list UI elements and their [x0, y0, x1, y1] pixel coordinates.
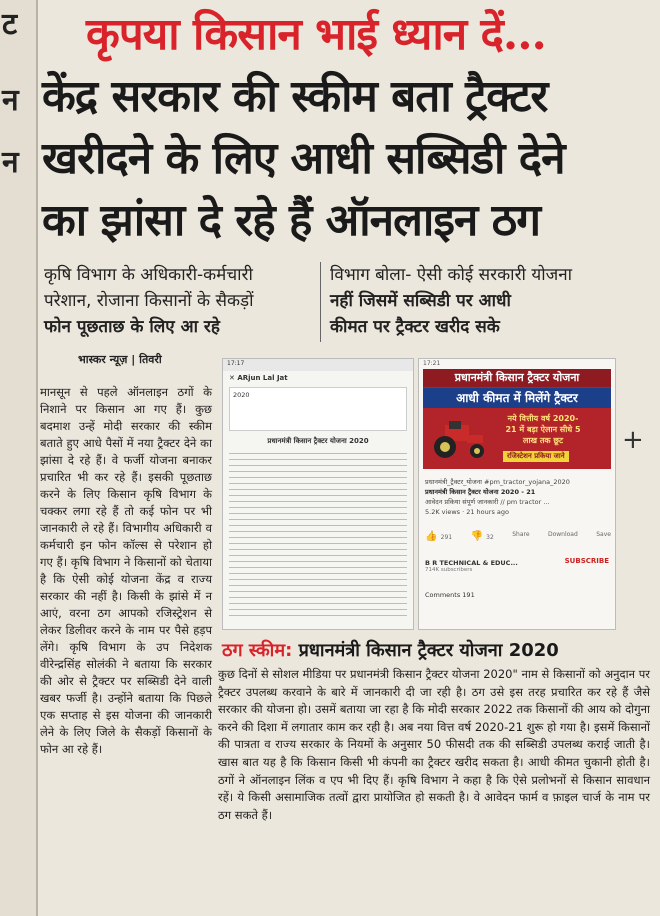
status-time: 17:17 — [227, 360, 245, 367]
save-button[interactable]: Save — [596, 531, 611, 538]
message-text-lines — [229, 448, 407, 618]
video-subtitle: आवेदन प्रकिया संपूर्ण जानकारी // pm tractor ... — [425, 498, 550, 506]
edge-mark-2: न — [2, 83, 19, 118]
subhead-left-line-1: कृषि विभाग के अधिकारी-कर्मचारी — [44, 265, 253, 285]
video-tags: प्रधानमंत्री_ट्रैक्टर_योजना #pm_tractor_yojana_2020 — [425, 478, 570, 486]
subhead-left — [44, 262, 314, 340]
channel-subscribers: 714K subscribers — [425, 567, 473, 573]
share-button[interactable]: Share — [512, 531, 530, 538]
subhead-left-line-2: परेशान, रोजाना किसानों के सैकड़ों — [44, 291, 254, 311]
comments-count[interactable]: Comments 191 — [425, 591, 475, 599]
chat-contact-name: ✕ ARjun Lal Jat — [229, 374, 288, 382]
video-views: 5.2K views · 21 hours ago — [425, 508, 509, 516]
dislike-count: 32 — [486, 534, 494, 541]
chat-message — [229, 387, 407, 431]
thumb-note: नये वित्तीय वर्ष 2020-21 में बड़ा ऐलान सीधे 5 लाख तक छूट — [505, 414, 581, 445]
thumb-title: प्रधानमंत्री किसान ट्रैक्टर योजना — [423, 369, 611, 387]
video-meta — [425, 477, 611, 517]
dislike-button[interactable]: 👎 32 — [470, 531, 494, 542]
body-text-bottom: कुछ दिनों से सोशल मीडिया पर प्रधानमंत्री किसान ट्रैक्टर योजना 2020" नाम से किसानों को अनुदान पर ट्रैक्टर उपलब्ध करवाने के बारे में जानकारी दी जा रही है। ठग उसे इस तरह प्रचारित कर रहे हैं जैसे सरकार की योजना हो। उसमें बताया जा रहा है कि मोदी सरकार 2022 तक किसानों की आय को दोगुना करने की दिशा में लगातार काम कर रही है। अब नया वित्त वर्ष 2020-21 शुरू हो गया है। इसमें किसानों की पात्रता व राज्य सरकार के नियमों के अनुसार 50 फीसदी तक की सब्सिडी उपलब्ध कराई जाती है। खास बात यह है कि किसान किसी भी कंपनी का ट्रैक्टर खरीद सकता है। आधी कीमत चुकानी होती है। ठगों ने ऑनलाइन लिंक व एप भी दिए हैं। कृषि विभाग ने कहा है कि ऐसे प्रलोभनों से किसान सावधान रहें। ये किसी असामाजिक तत्वों द्वारा प्रायोजित हो सकती है। वे आवेदन फार्म व फ़ाइल चार्ज के नाम पर ठग सकते हैं। — [218, 667, 650, 822]
message-year: 2020 — [233, 391, 250, 399]
headline — [42, 66, 652, 252]
channel-name[interactable]: B R TECHNICAL & EDUC... — [425, 559, 518, 567]
video-actions — [425, 531, 611, 542]
youtube-screenshot — [418, 358, 616, 630]
video-thumbnail — [423, 369, 611, 469]
download-button[interactable]: Download — [547, 531, 578, 538]
thumb-registration: रजिस्टेशन प्रकिया जाने — [503, 451, 569, 462]
tractor-icon — [431, 419, 491, 459]
headline-line-2: खरीदने के लिए आधी सब्सिडी देने — [42, 133, 565, 184]
like-button[interactable]: 👍 291 — [425, 531, 453, 542]
contact-name: ARjun Lal Jat — [237, 374, 288, 382]
subhead-left-line-3: फोन पूछताछ के लिए आ रहे — [44, 317, 220, 337]
scheme-heading — [222, 638, 559, 662]
whatsapp-screenshot — [222, 358, 414, 630]
subhead-right — [330, 262, 650, 340]
body-text-left: मानसून से पहले ऑनलाइन ठगों के निशाने पर किसान आ गए हैं। कुछ बदमाश उन्हें मोदी सरकार की स्कीम बताते हुए आधे पैसों में नया ट्रैक्टर देने का झांसा दे रहे हैं। वे फर्जी योजना बनाकर प्रचारित भी कर रहे हैं। इसकी पूछताछ करने के लिए किसान कृषि विभाग के चक्कर लगा रहे हैं तो कई फोन पर भी जानकारी ले रहे हैं। विभागीय अधिकारी व कर्मचारी इन फोन कॉल्स से परेशान हो गए हैं। कृषि विभाग ने किसानों को चेताया है कि ऐसी कोई योजना केंद्र व राज्य सरकार की नहीं है। किसी के झांसे में न आएं, वरना ठग आपको रजिस्ट्रेशन से लेकर डिलीवर करने के नाम पर पैसे हड़प लेंगे। कृषि विभाग के उप निदेशक वीरेन्द्रसिंह सोलंकी ने बताया कि सरकार की ओर से ट्रैक्टर पर सब्सिडी देने वाली खबर फर्जी है। उन्होंने बताया कि पिछले एक सप्ताह से इस योजना की जानकारी लेने के लिए जिले के सैकड़ों किसानों के फोन आ रहे हैं। — [40, 385, 212, 756]
subhead-right-line-2: नहीं जिसमें सब्सिडी पर आधी — [330, 291, 511, 311]
subhead-divider — [320, 262, 321, 342]
scheme-label: ठग स्कीम: — [222, 640, 293, 661]
headline-line-3: का झांसा दे रहे हैं ऑनलाइन ठग — [42, 195, 541, 246]
subhead-right-line-3: कीमत पर ट्रैक्टर खरीद सके — [330, 317, 500, 337]
subhead-right-line-1: विभाग बोला- ऐसी कोई सरकारी योजना — [330, 265, 573, 285]
like-count: 291 — [440, 534, 453, 541]
thumb-banner: आधी कीमत में मिलेंगे ट्रैक्टर — [423, 388, 611, 408]
byline: भास्कर न्यूज़ | तिवरी — [78, 353, 162, 366]
message-heading: प्रधानमंत्री किसान ट्रैक्टर योजना 2020 — [267, 437, 369, 445]
subscribe-button[interactable]: SUBSCRIBE — [564, 557, 609, 565]
kicker-heading: कृपया किसान भाई ध्यान दें... — [86, 9, 546, 60]
scheme-title: प्रधानमंत्री किसान ट्रैक्टर योजना 2020 — [298, 640, 559, 661]
status-time-2: 17:21 — [423, 360, 441, 367]
phone-status-bar — [223, 359, 413, 371]
video-title[interactable]: प्रधानमंत्री किसान ट्रैक्टर योजना 2020 - 21 — [425, 488, 536, 496]
page-edge — [0, 0, 38, 916]
plus-icon: + — [622, 425, 644, 455]
edge-mark-1: ट — [2, 7, 18, 42]
edge-mark-3: न — [2, 145, 19, 180]
headline-line-1: केंद्र सरकार की स्कीम बता ट्रैक्टर — [42, 71, 548, 122]
